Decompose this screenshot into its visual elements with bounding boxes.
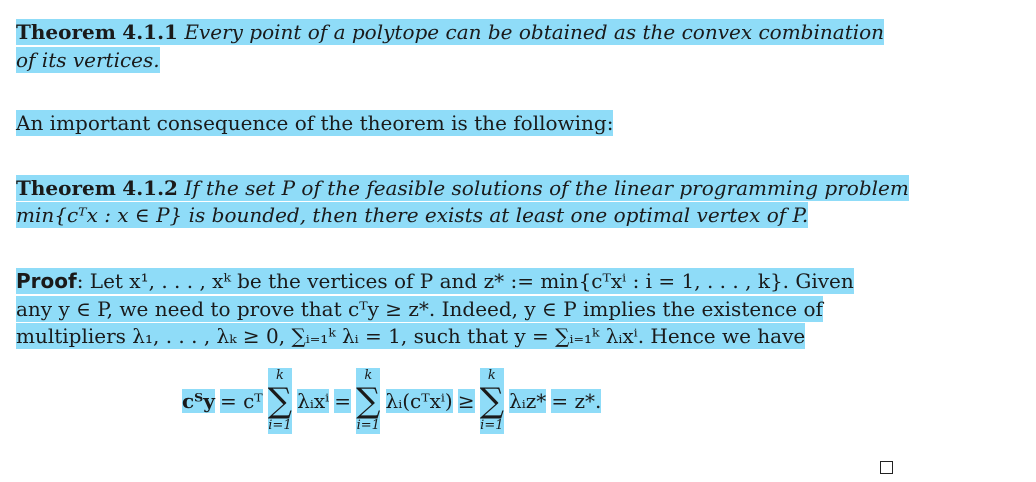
proof-text-1: : Let x¹, . . . , xᵏ be the vertices of P and z* := min{cᵀxⁱ : i = 1, . . . , k}. Given [76, 269, 854, 293]
sum-1 [268, 368, 292, 434]
theorem-1-number: 4.1.1 [122, 20, 178, 44]
sum-2-lower: i=1 [356, 418, 380, 433]
consequence-text: An important consequence of the theorem is the following: [16, 111, 614, 135]
eq-term-2: λᵢ(cᵀxⁱ) [385, 389, 453, 413]
theorem-1-line-1 [16, 19, 884, 45]
sum-1-upper: k [275, 368, 284, 383]
sigma-3-icon: ∑ [479, 381, 504, 421]
proof-line-2: any y ∈ P, we need to prove that cᵀy ≥ z*. Indeed, y ∈ P implies the existence of [16, 297, 823, 321]
sigma-2-icon: ∑ [356, 381, 381, 421]
sum-1-lower: i=1 [268, 418, 292, 433]
eq-equals-1: = cᵀ [219, 389, 263, 413]
sigma-1-icon: ∑ [267, 381, 293, 421]
proof-line-1 [16, 268, 854, 294]
sum-2-upper: k [364, 368, 373, 383]
proof-line-3: multipliers λ₁, . . . , λₖ ≥ 0, ∑ᵢ₌₁ᵏ λᵢ = 1, such that y = ∑ᵢ₌₁ᵏ λᵢxⁱ. Hence we have [16, 324, 806, 348]
sum-2 [356, 368, 380, 434]
theorem-2-label: Theorem [16, 176, 116, 200]
eq-equals-2: = [334, 389, 352, 413]
qed-square-icon [880, 461, 893, 474]
sum-3-lower: i=1 [480, 418, 504, 433]
eq-term-1: λᵢxⁱ [297, 389, 330, 413]
theorem-2-line-2: min{cᵀx : x ∈ P} is bounded, then there exists at least one optimal vertex of P. [16, 203, 809, 227]
theorem-2-text-1: If the set P of the feasible solutions of the linear programming problem [184, 176, 909, 200]
sum-3-upper: k [487, 368, 496, 383]
eq-lhs: cᵀy [182, 389, 215, 413]
sum-3 [480, 368, 504, 434]
theorem-1-text-1: Every point of a polytope can be obtained as the convex combination [184, 20, 885, 44]
theorem-1-line-2: of its vertices. [16, 48, 160, 72]
display-equation [182, 368, 601, 450]
theorem-1-label: Theorem [16, 20, 116, 44]
proof-label: Proof [16, 269, 77, 293]
eq-term-3: λᵢz* [509, 389, 547, 413]
eq-ge: ≥ [457, 389, 475, 413]
theorem-2-line-1 [16, 175, 909, 201]
eq-equals-3: = z*. [551, 389, 602, 413]
theorem-2-number: 4.1.2 [122, 176, 178, 200]
